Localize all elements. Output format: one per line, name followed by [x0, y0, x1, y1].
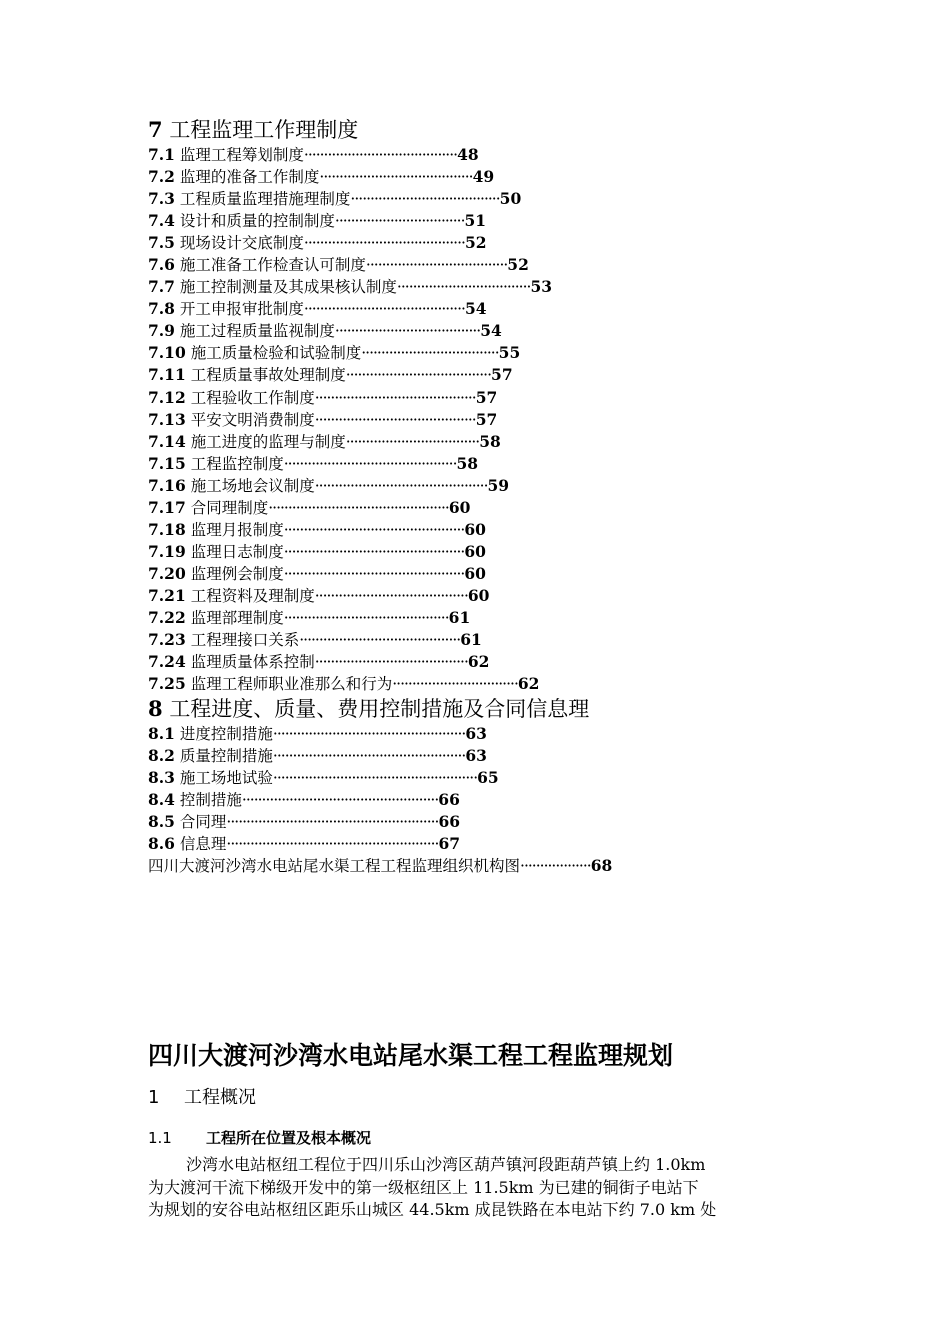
- toc-num: 8.3: [148, 768, 175, 788]
- toc-page: 60: [467, 585, 490, 605]
- toc-label: 质量控制措施: [179, 747, 273, 766]
- toc-page: 57: [475, 387, 498, 407]
- toc-num: 7.21: [148, 585, 186, 605]
- toc-entry[interactable]: [148, 585, 848, 607]
- toc-entry[interactable]: [148, 254, 848, 276]
- toc-page: 60: [464, 519, 486, 539]
- toc-dots: ··············································: [283, 564, 465, 583]
- toc-num: 7.10: [148, 343, 186, 363]
- toc-page: 50: [499, 189, 522, 209]
- toc-num: 7.12: [148, 387, 186, 407]
- toc-num: 7.22: [148, 607, 186, 627]
- toc-entry[interactable]: [148, 629, 848, 651]
- toc-dots: ·········································: [314, 410, 476, 429]
- toc-page: 62: [467, 652, 490, 672]
- toc-entry[interactable]: [148, 651, 848, 673]
- toc-entry[interactable]: [148, 673, 848, 695]
- toc-page: 54: [480, 321, 502, 341]
- toc-dots: ·······································: [314, 586, 468, 605]
- toc-page: 66: [438, 812, 461, 832]
- document-title: 四川大渡河沙湾水电站尾水渠工程工程监理规划: [148, 1041, 674, 1070]
- toc-label: 工程质量事故处理制度: [190, 366, 346, 385]
- section-number: 1.1: [148, 1129, 172, 1147]
- body-line: 为大渡河干流下梯级开发中的第一级枢纽区上 11.5km 为已建的铜街子电站下: [148, 1177, 699, 1197]
- toc-dots: ·····································: [345, 366, 492, 385]
- toc-label: 工程监理工作理制度: [169, 118, 359, 142]
- toc-entry[interactable]: [148, 723, 848, 745]
- toc-page: 57: [475, 409, 498, 429]
- toc-num: 7.25: [148, 674, 186, 694]
- toc-dots: ····································: [365, 256, 508, 275]
- toc-dots: ······································: [350, 190, 500, 209]
- toc-label: 合同理: [179, 813, 227, 832]
- toc-num: 7.18: [148, 519, 186, 539]
- toc-dots: ······················································: [226, 835, 439, 854]
- toc-entry[interactable]: [148, 789, 848, 811]
- toc-num: 7.16: [148, 475, 186, 495]
- toc-label: 监理的准备工作制度: [179, 168, 320, 187]
- toc-num: 7.7: [148, 277, 175, 297]
- toc-entry[interactable]: [148, 541, 848, 563]
- toc-label: 施工过程质量监视制度: [179, 322, 335, 341]
- toc-label: 平安文明消费制度: [190, 410, 315, 429]
- toc-dots: ·········································: [303, 234, 465, 253]
- toc-page: 63: [465, 724, 487, 744]
- toc-dots: ·········································: [303, 300, 465, 319]
- toc-dots: ··········································: [283, 608, 449, 627]
- toc-page: 60: [464, 563, 486, 583]
- toc-page: 54: [464, 299, 487, 319]
- toc-page: 58: [456, 453, 479, 473]
- toc-dots: ··················································: [241, 791, 439, 810]
- toc-dots: ·······································: [314, 653, 468, 672]
- toc-entry[interactable]: [148, 298, 848, 320]
- section-number: 1: [148, 1087, 160, 1108]
- toc-label: 工程质量监理措施理制度: [179, 190, 351, 209]
- toc-entry[interactable]: [148, 497, 848, 519]
- toc-dots: ·······································: [319, 168, 473, 187]
- toc-entry[interactable]: [148, 767, 848, 789]
- toc-num: 8: [148, 696, 163, 722]
- toc-entry[interactable]: [148, 232, 848, 254]
- toc-entry[interactable]: [148, 210, 848, 232]
- toc-num: 7.9: [148, 321, 175, 341]
- toc-num: 7.13: [148, 409, 186, 429]
- toc-dots: ·································: [334, 212, 465, 231]
- toc-entry[interactable]: [148, 431, 848, 453]
- toc-page: 62: [517, 674, 540, 694]
- toc-label: 工程理接口关系: [190, 631, 300, 650]
- toc-num: 8.2: [148, 746, 175, 766]
- toc-num: 7: [148, 117, 163, 142]
- toc-page: 67: [438, 834, 461, 854]
- toc-dots: ···································: [361, 344, 499, 363]
- toc-entry[interactable]: [148, 745, 848, 767]
- table-of-contents: [148, 116, 848, 878]
- toc-entry[interactable]: [148, 166, 848, 188]
- toc-label: 监理部理制度: [190, 608, 284, 627]
- toc-label: 合同理制度: [190, 498, 269, 517]
- toc-entry[interactable]: [148, 811, 848, 833]
- toc-page: 61: [448, 607, 471, 627]
- toc-dots: ································: [392, 675, 518, 694]
- body-line: 为规划的安谷电站枢纽区距乐山城区 44.5km 成昆铁路在本电站下约 7.0 km 处: [148, 1200, 717, 1219]
- body-paragraph: [148, 1154, 808, 1222]
- toc-entry[interactable]: [148, 276, 848, 298]
- section-label: 工程所在位置及根本概况: [206, 1129, 372, 1147]
- toc-page: 55: [498, 343, 521, 363]
- toc-num: 7.20: [148, 563, 186, 583]
- toc-label: 监理工程师职业准那么和行为: [190, 675, 393, 694]
- toc-entry[interactable]: [148, 607, 848, 629]
- toc-label: 施工进度的监理与制度: [190, 432, 346, 451]
- toc-num: 7.23: [148, 630, 186, 650]
- toc-num: 8.4: [148, 790, 175, 810]
- toc-dots: ············································: [314, 476, 488, 495]
- toc-dots: ·········································: [299, 631, 461, 650]
- toc-entry[interactable]: [148, 519, 848, 541]
- toc-entry[interactable]: [148, 833, 848, 855]
- toc-entry[interactable]: [148, 364, 848, 386]
- toc-label: 设计和质量的控制制度: [179, 212, 335, 231]
- toc-dots: ··············································: [268, 498, 449, 517]
- toc-label: 监理质量体系控制: [190, 653, 315, 672]
- toc-label: 工程资料及理制度: [190, 586, 315, 605]
- toc-label: 四川大渡河沙湾水电站尾水渠工程工程监理组织机构图: [148, 857, 521, 876]
- toc-dots: ····················································: [272, 769, 478, 788]
- toc-dots: ············································: [283, 454, 457, 473]
- toc-page: 51: [464, 211, 487, 231]
- toc-num: 7.5: [148, 233, 175, 253]
- toc-num: 7.6: [148, 255, 175, 275]
- toc-page: 61: [460, 630, 482, 650]
- body-line: 沙湾水电站枢纽工程位于四川乐山沙湾区葫芦镇河段距葫芦镇上约 1.0km: [186, 1155, 706, 1174]
- toc-entry[interactable]: [148, 855, 848, 877]
- section-heading-1-1: [148, 1127, 371, 1148]
- toc-label: 施工控制测量及其成果核认制度: [179, 278, 397, 297]
- toc-label: 施工质量检验和试验制度: [190, 344, 362, 363]
- toc-dots: ··································: [396, 278, 531, 297]
- toc-dots: ··································: [345, 432, 480, 451]
- toc-label: 进度控制措施: [179, 725, 273, 744]
- toc-page: 52: [464, 233, 487, 253]
- toc-page: 63: [465, 746, 487, 766]
- toc-num: 7.14: [148, 431, 186, 451]
- toc-page: 52: [507, 255, 529, 275]
- toc-entry[interactable]: [148, 475, 848, 497]
- toc-num: 7.1: [148, 145, 175, 164]
- toc-label: 监理日志制度: [190, 542, 284, 561]
- toc-label: 监理工程筹划制度: [179, 146, 304, 164]
- toc-num: 7.24: [148, 652, 186, 672]
- toc-dots: ·········································: [314, 388, 476, 407]
- toc-num: 7.19: [148, 541, 186, 561]
- toc-label: 监理月报制度: [190, 520, 284, 539]
- toc-page: 57: [491, 365, 513, 385]
- toc-page: 60: [464, 541, 486, 561]
- toc-heading[interactable]: [148, 695, 848, 723]
- toc-entry[interactable]: [148, 409, 848, 431]
- toc-label: 工程进度、质量、费用控制措施及合同信息理: [169, 697, 590, 722]
- toc-label: 施工场地会议制度: [190, 476, 315, 495]
- toc-entry[interactable]: [148, 188, 848, 210]
- toc-num: 8.6: [148, 834, 175, 854]
- toc-label: 施工准备工作检查认可制度: [179, 256, 366, 275]
- toc-dots: ·················································: [272, 725, 466, 744]
- toc-page: 58: [479, 431, 501, 451]
- toc-page: 68: [590, 856, 613, 876]
- toc-label: 控制措施: [179, 791, 242, 810]
- section-heading-1: [148, 1083, 256, 1109]
- toc-label: 工程验收工作制度: [190, 388, 315, 407]
- toc-page: 65: [477, 768, 499, 788]
- toc-dots: ·······································: [303, 146, 458, 164]
- toc-dots: ··················: [520, 857, 591, 876]
- toc-dots: ··············································: [283, 520, 465, 539]
- toc-label: 现场设计交底制度: [179, 234, 304, 253]
- toc-heading[interactable]: [148, 116, 848, 144]
- toc-num: 8.1: [148, 724, 175, 744]
- toc-dots: ··············································: [283, 542, 465, 561]
- toc-label: 信息理: [179, 835, 227, 854]
- toc-num: 8.5: [148, 812, 175, 832]
- toc-entry[interactable]: [148, 320, 848, 342]
- toc-dots: ······················································: [226, 813, 439, 832]
- toc-page: 48: [457, 145, 479, 164]
- toc-label: 开工申报审批制度: [179, 300, 304, 319]
- toc-entry[interactable]: [148, 342, 848, 364]
- toc-label: 监理例会制度: [190, 564, 284, 583]
- toc-num: 7.2: [148, 167, 175, 187]
- section-label: 工程概况: [184, 1087, 256, 1108]
- toc-entry[interactable]: [148, 387, 848, 409]
- toc-dots: ·················································: [272, 747, 466, 766]
- toc-num: 7.15: [148, 453, 186, 473]
- toc-page: 49: [472, 167, 495, 187]
- toc-page: 53: [530, 277, 553, 297]
- toc-entry[interactable]: [148, 453, 848, 475]
- toc-num: 7.17: [148, 497, 186, 517]
- toc-num: 7.4: [148, 211, 175, 231]
- toc-num: 7.3: [148, 189, 175, 209]
- toc-num: 7.11: [148, 365, 186, 385]
- toc-num: 7.8: [148, 299, 175, 319]
- toc-page: 66: [438, 790, 460, 810]
- toc-page: 59: [487, 475, 510, 495]
- toc-dots: ·····································: [334, 322, 481, 341]
- toc-entry[interactable]: [148, 144, 848, 166]
- toc-label: 工程监控制度: [190, 454, 284, 473]
- toc-page: 60: [448, 497, 471, 517]
- toc-entry[interactable]: [148, 563, 848, 585]
- toc-label: 施工场地试验: [179, 769, 273, 788]
